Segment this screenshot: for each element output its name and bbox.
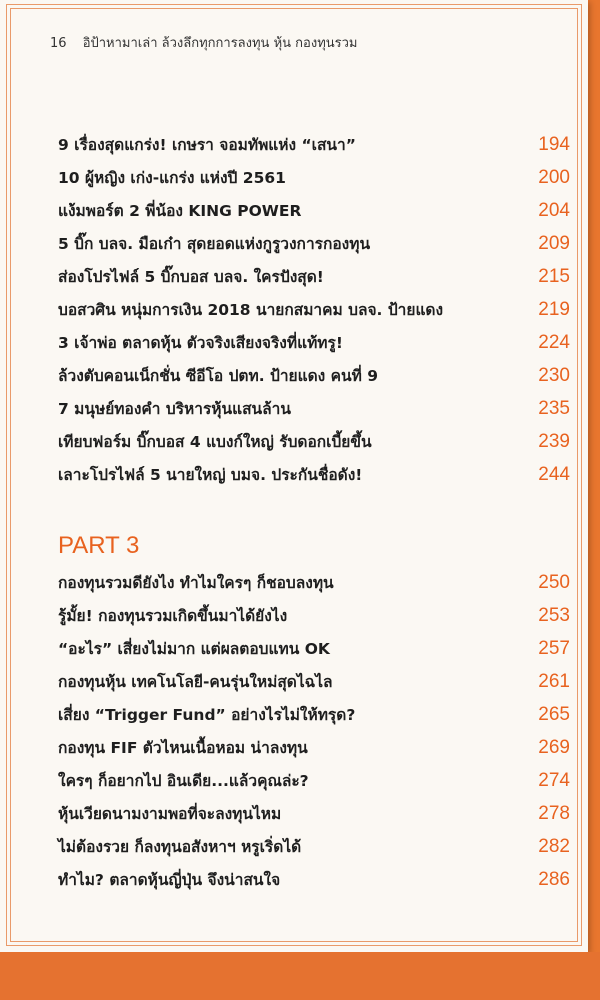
toc-entry[interactable] [58,797,570,830]
toc-entry-title: รู้มั้ย! กองทุนรวมเกิดขึ้นมาได้ยังไง [58,607,288,625]
toc-entry-page: 253 [538,604,570,626]
toc-entry-title: เลาะโปรไฟล์ 5 นายใหญ่ บมจ. ประกันชื่อดัง! [58,466,363,484]
toc-entry-title: กองทุน FIF ตัวไหนเนื้อหอม น่าลงทุน [58,739,308,757]
toc-entry-page: 269 [538,736,570,758]
toc-entry-page: 219 [538,298,570,320]
toc-section-part3 [58,526,570,896]
toc-entry-title: หุ้นเวียดนามงามพอที่จะลงทุนไหม [58,805,282,823]
toc-entry[interactable] [58,392,570,425]
toc-entry[interactable] [58,698,570,731]
toc-entry-page: 204 [538,199,570,221]
toc-entry[interactable] [58,830,570,863]
toc-entry-title: ทำไม? ตลาดหุ้นญี่ปุ่น จึงน่าสนใจ [58,871,281,889]
toc-entry[interactable] [58,731,570,764]
toc-entry-page: 244 [538,463,570,485]
toc-entry-title: ล้วงตับคอนเน็กชั่น ซีอีโอ ปตท. ป้ายแดง คนที่ 9 [58,367,379,385]
toc-entry-title: ใครๆ ก็อยากไป อินเดีย...แล้วคุณล่ะ? [58,772,309,790]
toc-entry-page: 250 [538,571,570,593]
toc-entry[interactable] [58,161,570,194]
toc-entry-page: 200 [538,166,570,188]
toc-entry-title: บอสวศิน หนุ่มการเงิน 2018 นายกสมาคม บลจ. ป้ายแดง [58,301,444,319]
toc-entry-page: 215 [538,265,570,287]
part-heading: PART 3 [58,532,140,559]
toc-entry-page: 230 [538,364,570,386]
toc-section-1 [58,128,570,491]
toc-entry[interactable] [58,458,570,491]
toc-entry-page: 209 [538,232,570,254]
toc-entry[interactable] [58,764,570,797]
toc-entry-page: 265 [538,703,570,725]
toc-entry[interactable] [58,326,570,359]
toc-entry-title: 5 บิ๊ก บลจ. มือเก๋า สุดยอดแห่งกูรูวงการกองทุน [58,235,371,253]
toc-entry-title: เทียบฟอร์ม บิ๊กบอส 4 แบงก์ใหญ่ รับดอกเบี้ยขึ้น [58,433,372,451]
toc-entry-page: 239 [538,430,570,452]
toc-entry-title: ส่องโปรไฟล์ 5 บิ๊กบอส บลจ. ใครปังสุด! [58,268,324,286]
toc-entry-page: 235 [538,397,570,419]
toc-entry-title: ไม่ต้องรวย ก็ลงทุนอสังหาฯ หรูเริ่ดได้ [58,838,302,856]
toc-entry-page: 261 [538,670,570,692]
toc-entry[interactable] [58,863,570,896]
toc-entry-title: เสี่ยง “Trigger Fund” อย่างไรไม่ให้ทรุด? [58,706,356,724]
toc-entry[interactable] [58,293,570,326]
toc-entry-page: 278 [538,802,570,824]
toc-entry[interactable] [58,566,570,599]
toc-entry[interactable] [58,425,570,458]
orange-background-strip [0,952,600,1000]
toc-entry-page: 274 [538,769,570,791]
toc-entry-title: 9 เรื่องสุดแกร่ง! เกษรา จอมทัพแห่ง “เสนา” [58,136,356,154]
toc-entry[interactable] [58,359,570,392]
toc-entry[interactable] [58,128,570,161]
running-head-page-number: 16 [50,36,67,51]
toc-entry-page: 282 [538,835,570,857]
toc-entry-page: 194 [538,133,570,155]
toc-entry[interactable] [58,260,570,293]
running-head-book-title: อิป้าหามาเล่า ล้วงลึกทุกการลงทุน หุ้น กองทุนรวม [82,36,358,51]
toc-entry-page: 257 [538,637,570,659]
toc-entry-title: 10 ผู้หญิง เก่ง-แกร่ง แห่งปี 2561 [58,169,286,187]
running-head [50,32,358,53]
toc-entry[interactable] [58,227,570,260]
toc-entry-page: 224 [538,331,570,353]
toc-entry-title: 7 มนุษย์ทองคำ บริหารหุ้นแสนล้าน [58,400,291,418]
toc-entry-title: แง้มพอร์ต 2 พี่น้อง KING POWER [58,202,302,220]
toc-entry[interactable] [58,632,570,665]
toc-entry-title: กองทุนหุ้น เทคโนโลยี-คนรุ่นใหม่สุดไฉไล [58,673,333,691]
toc-entry[interactable] [58,665,570,698]
toc-entry-title: กองทุนรวมดียังไง ทำไมใครๆ ก็ชอบลงทุน [58,574,334,592]
toc-entry-page: 286 [538,868,570,890]
toc-entry[interactable] [58,599,570,632]
toc-entry[interactable] [58,194,570,227]
toc-entry-title: 3 เจ้าพ่อ ตลาดหุ้น ตัวจริงเสียงจริงที่แท้ทรู! [58,334,343,352]
toc-entry-title: “อะไร” เสี่ยงไม่มาก แต่ผลตอบแทน OK [58,640,330,658]
